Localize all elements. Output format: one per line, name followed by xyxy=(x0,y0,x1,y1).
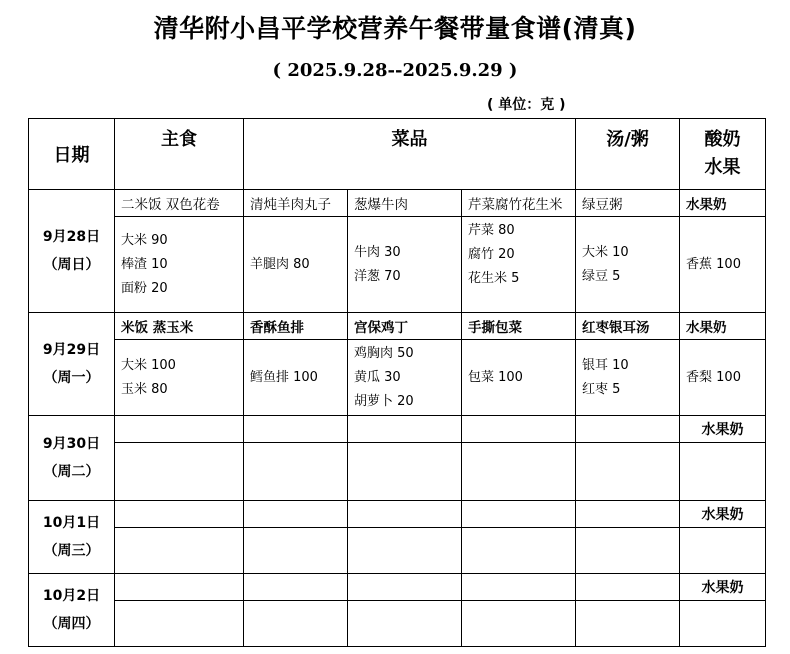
ingredient: 羊腿肉 80 xyxy=(250,256,310,272)
empty-cell xyxy=(115,416,244,443)
empty-cell xyxy=(244,416,348,443)
header-yogurt-fruit xyxy=(680,119,766,190)
ingredient: 包菜 100 xyxy=(468,369,523,385)
staple-ingredients xyxy=(115,340,244,416)
dish2-ingredients xyxy=(348,340,462,416)
ingredient: 鳕鱼排 100 xyxy=(250,369,318,385)
staple-name: 二米饭 双色花卷 xyxy=(115,190,244,217)
date-cell xyxy=(29,501,115,574)
fruit-name: 水果奶 xyxy=(680,574,766,601)
fruit-name: 水果奶 xyxy=(680,501,766,528)
empty-cell xyxy=(244,528,348,574)
ingredient: 芹菜 80 xyxy=(468,223,515,238)
ingredient: 牛肉 30 xyxy=(354,244,401,260)
unit-label: ( 单位：克 ) xyxy=(487,97,566,113)
dish1-ingredients xyxy=(244,217,348,313)
dish3-name: 芹菜腐竹花生米 xyxy=(462,190,576,217)
empty-cell xyxy=(244,501,348,528)
fruit-name: 水果奶 xyxy=(680,416,766,443)
weekday-text: （周日） xyxy=(43,257,100,273)
empty-day-row-top xyxy=(29,501,766,528)
fruit-ingredients xyxy=(680,217,766,313)
header-yogurt: 酸奶 xyxy=(704,129,741,150)
ingredient: 银耳 10 xyxy=(582,357,629,373)
dish3-ingredients xyxy=(462,217,576,313)
weekday-text: （周四） xyxy=(43,616,100,632)
empty-cell xyxy=(462,574,576,601)
ingredient: 香蕉 100 xyxy=(686,256,741,272)
empty-cell xyxy=(680,601,766,647)
ingredient: 胡萝卜 20 xyxy=(354,393,414,409)
empty-cell xyxy=(348,416,462,443)
empty-cell xyxy=(462,601,576,647)
empty-day-row-top xyxy=(29,574,766,601)
date-cell xyxy=(29,574,115,647)
empty-cell xyxy=(576,416,680,443)
ingredient: 面粉 20 xyxy=(121,280,168,296)
fruit-name: 水果奶 xyxy=(680,190,766,217)
empty-cell xyxy=(115,443,244,501)
ingredient: 黄瓜 30 xyxy=(354,369,401,385)
date-text: 9月30日 xyxy=(42,436,101,452)
empty-cell xyxy=(576,443,680,501)
empty-cell xyxy=(576,574,680,601)
ingredient: 香梨 100 xyxy=(686,369,741,385)
dish2-name: 葱爆牛肉 xyxy=(348,190,462,217)
empty-day-row-bottom xyxy=(29,443,766,501)
day-row-ingredients xyxy=(29,217,766,313)
menu-table xyxy=(28,118,766,647)
ingredient: 大米 10 xyxy=(582,244,629,260)
ingredient: 鸡胸肉 50 xyxy=(354,345,414,361)
weekday-text: （周一） xyxy=(43,370,100,386)
empty-cell xyxy=(115,574,244,601)
day-row-ingredients xyxy=(29,340,766,416)
empty-cell xyxy=(680,528,766,574)
dish3-ingredients xyxy=(462,340,576,416)
date-text: 9月29日 xyxy=(42,342,101,358)
dish1-name: 清炖羊肉丸子 xyxy=(244,190,348,217)
dish3-name: 手撕包菜 xyxy=(462,313,576,340)
empty-cell xyxy=(115,528,244,574)
header-staple: 主食 xyxy=(115,119,244,190)
ingredient: 大米 100 xyxy=(121,357,176,373)
dish2-ingredients xyxy=(348,217,462,313)
page-title: 清华附小昌平学校营养午餐带量食谱(清真) xyxy=(153,14,637,43)
ingredient: 绿豆 5 xyxy=(582,268,621,284)
dish2-name: 宫保鸡丁 xyxy=(348,313,462,340)
empty-cell xyxy=(244,443,348,501)
dish1-ingredients xyxy=(244,340,348,416)
empty-day-row-top xyxy=(29,416,766,443)
fruit-name: 水果奶 xyxy=(680,313,766,340)
ingredient: 花生米 5 xyxy=(468,271,520,286)
header-date: 日期 xyxy=(29,119,115,190)
empty-cell xyxy=(462,528,576,574)
ingredient: 玉米 80 xyxy=(121,381,168,397)
ingredient: 红枣 5 xyxy=(582,381,621,397)
ingredient: 腐竹 20 xyxy=(468,247,515,262)
staple-ingredients xyxy=(115,217,244,313)
empty-cell xyxy=(462,443,576,501)
weekday-text: （周二） xyxy=(43,464,100,480)
empty-day-row-bottom xyxy=(29,528,766,574)
empty-day-row-bottom xyxy=(29,601,766,647)
header-dishes: 菜品 xyxy=(244,119,576,190)
soup-name: 红枣银耳汤 xyxy=(576,313,680,340)
empty-cell xyxy=(462,416,576,443)
soup-ingredients xyxy=(576,217,680,313)
empty-cell xyxy=(462,501,576,528)
empty-cell xyxy=(348,601,462,647)
date-text: 9月28日 xyxy=(42,229,101,245)
empty-cell xyxy=(348,501,462,528)
soup-ingredients xyxy=(576,340,680,416)
dish1-name: 香酥鱼排 xyxy=(244,313,348,340)
empty-cell xyxy=(680,443,766,501)
empty-cell xyxy=(244,601,348,647)
ingredient: 洋葱 70 xyxy=(354,268,401,284)
ingredient: 棒渣 10 xyxy=(121,256,168,272)
date-cell xyxy=(29,416,115,501)
empty-cell xyxy=(576,528,680,574)
date-range: ( 2025.9.28--2025.9.29 ) xyxy=(272,60,518,81)
staple-name: 米饭 蒸玉米 xyxy=(115,313,244,340)
day-row-names xyxy=(29,190,766,217)
date-cell xyxy=(29,190,115,313)
empty-cell xyxy=(348,528,462,574)
header-soup: 汤/粥 xyxy=(576,119,680,190)
soup-name: 绿豆粥 xyxy=(576,190,680,217)
empty-cell xyxy=(348,574,462,601)
header-fruit: 水果 xyxy=(704,157,741,178)
empty-cell xyxy=(576,601,680,647)
date-cell xyxy=(29,313,115,416)
header-row xyxy=(29,119,766,190)
empty-cell xyxy=(576,501,680,528)
fruit-ingredients xyxy=(680,340,766,416)
date-text: 10月2日 xyxy=(42,588,101,604)
empty-cell xyxy=(115,601,244,647)
empty-cell xyxy=(348,443,462,501)
empty-cell xyxy=(115,501,244,528)
weekday-text: （周三） xyxy=(43,543,100,559)
day-row-names xyxy=(29,313,766,340)
empty-cell xyxy=(244,574,348,601)
date-text: 10月1日 xyxy=(42,515,101,531)
ingredient: 大米 90 xyxy=(121,232,168,248)
